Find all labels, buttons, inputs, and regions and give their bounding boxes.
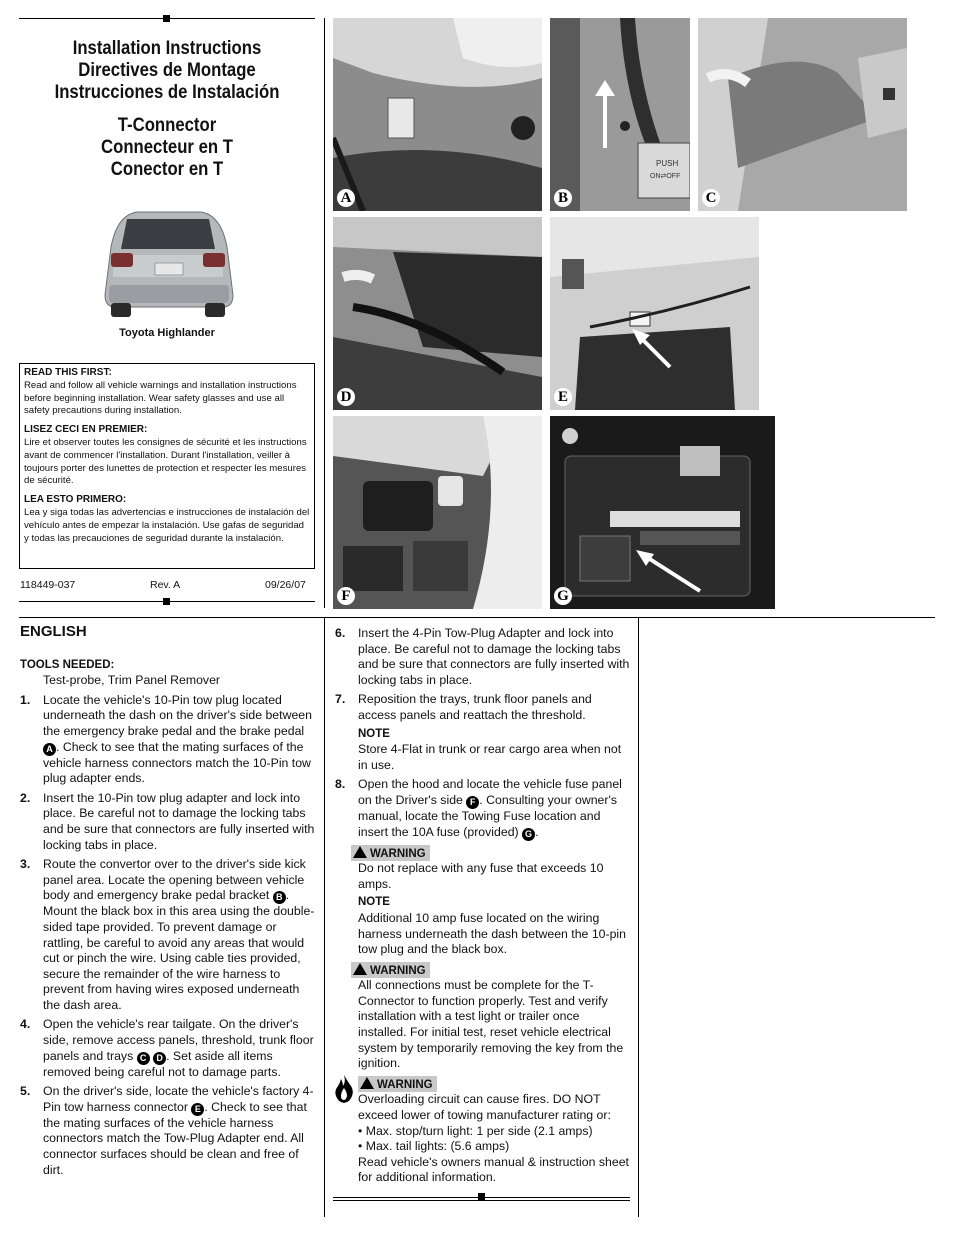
tools-heading: TOOLS NEEDED:: [20, 658, 115, 671]
photo-a: [333, 18, 542, 211]
warning-1-badge: WARNING: [351, 845, 430, 861]
read-first-box: [19, 363, 315, 569]
photo-f-label: F: [337, 587, 355, 605]
read-first-es: [24, 494, 310, 545]
revision: Rev. A: [150, 579, 181, 591]
english-column-middle: [335, 626, 630, 1190]
photo-ref-c: C: [137, 1052, 150, 1065]
product-fr: Connecteur en T: [101, 137, 233, 158]
photo-b: [550, 18, 690, 211]
step-4-number: 4.: [20, 1017, 31, 1032]
top-rule-marker: [163, 15, 170, 22]
warning-3-line-1: Overloading circuit can cause fires. DO NOT exceed lower of towing manufacturer rating or:: [358, 1092, 611, 1123]
photo-b-label: B: [554, 189, 572, 207]
step-5-number: 5.: [20, 1084, 31, 1099]
note-1-text: Store 4-Flat in trunk or rear cargo area when not in use.: [358, 742, 622, 772]
warning-3-badge: WARNING: [358, 1076, 437, 1092]
warning-1-text: Do not replace with any fuse that exceeds 10 amps.: [358, 861, 604, 891]
step-7: 7. Reposition the trays, trunk floor panels and access panels and reattach the threshold. NOTE Store 4-Flat in trunk or rear cargo area when not in use.: [335, 692, 630, 773]
warning-3: [358, 1072, 630, 1186]
step-1: 1. Locate the vehicle's 10-Pin tow plug located underneath the dash on the driver's side between the emergency brake pedal and the brake pedal A . Check to see that the mating surfaces of the vehicle harness connectors match the 10-Pin tow plug adapter ends.: [20, 692, 312, 786]
step-3-number: 3.: [20, 857, 31, 872]
read-first-en-body: Read and follow all vehicle warnings and installation instructions before beginning installation. Wear safety glasses and use all safety precautions during installation.: [24, 379, 297, 417]
push-label: PUSH: [656, 159, 679, 168]
english-section-heading: ENGLISH: [20, 623, 87, 640]
photo-d: [333, 217, 542, 410]
column-divider-top: [324, 18, 325, 608]
product-en: T-Connector: [117, 115, 217, 136]
photo-ref-e: E: [191, 1103, 204, 1116]
step-2: 2. Insert the 10-Pin tow plug adapter and lock into place. Be careful not to damage the locking tabs and be sure that connectors are fully inserted with locking tabs in place.: [20, 790, 315, 852]
english-column-left: [20, 624, 316, 1182]
photo-a-label: A: [337, 189, 355, 207]
photo-e: [550, 217, 759, 410]
step-1-number: 1.: [20, 692, 31, 707]
on-off-label: ON⇄OFF: [650, 173, 681, 180]
photo-ref-d: D: [153, 1052, 166, 1065]
read-first-fr-heading: LISEZ CECI EN PREMIER:: [24, 424, 148, 436]
tools-list: Test-probe, Trim Panel Remover: [43, 673, 221, 688]
column-divider-bottom: [324, 617, 325, 1217]
photo-c-label: C: [702, 189, 720, 207]
fire-icon: [334, 1074, 354, 1104]
column-divider-right: [638, 617, 639, 1217]
warning-triangle-icon: [353, 963, 367, 975]
photo-ref-b: B: [273, 891, 286, 904]
step-6-number: 6.: [335, 626, 346, 640]
read-first-es-body: Lea y siga todas las advertencias e instrucciones de instalación del vehículo antes de empezar la instalación. Use gafas de seguridad y todas las precauciones de seguridad durante la instalación.: [24, 506, 310, 544]
title-es: Instrucciones de Instalación: [54, 82, 280, 103]
warning-2: [351, 958, 630, 979]
photo-ref-a: A: [43, 743, 56, 756]
warning-2-badge: WARNING: [351, 962, 430, 978]
product-titles: [18, 115, 316, 181]
warning-3-line-2: • Max. stop/turn light: 1 per side (2.1 amps): [358, 1123, 593, 1138]
step-5: 5. On the driver's side, locate the vehicle's factory 4-Pin tow harness connector E . Check to see that the mating surfaces of the vehicle harness connectors match the Tow-Plug Adapter end. All connector surfaces should be clean and free of dirt.: [20, 1084, 314, 1177]
note-2-text: Additional 10 amp fuse located on the wiring harness underneath the dash between the 10-pin tow plug and the black box.: [358, 910, 626, 957]
part-number: 118449-037: [20, 579, 76, 591]
photo-c: [698, 18, 907, 211]
left-bottom-marker: [163, 598, 170, 605]
photo-g-label: G: [554, 587, 572, 605]
photo-g: [550, 416, 775, 609]
doc-date: 09/26/07: [265, 579, 306, 591]
step-3: 3. Route the convertor over to the driver's side kick panel area. Locate the opening between vehicle body and emergency brake pedal bracket B . Mount the black box in this area using the double-sided tape provided. To prevent damage or rattling, be careful to avoid any areas that would cut or pinch the wire. Using cable ties provided, secure the remainder of the wire harness to prevent from having wires exposed underneath the dash area.: [20, 857, 315, 1012]
read-first-fr-body: Lire et observer toutes les consignes de sécurité et les instructions avant de commencer l'installation. Durant l'installation, veiller à toujours porter des lunettes de protection et respecter les mesures de sécurité.: [24, 436, 307, 487]
middle-bottom-marker: [478, 1193, 485, 1200]
note-1-heading: NOTE: [358, 727, 390, 740]
warning-triangle-icon: [360, 1077, 374, 1089]
read-first-es-heading: LEA ESTO PRIMERO:: [24, 494, 127, 506]
warning-triangle-icon: [353, 846, 367, 858]
step-7-number: 7.: [335, 692, 346, 707]
warning-3-line-4: Read vehicle's owners manual & instruction sheet for additional information.: [358, 1154, 629, 1185]
read-first-fr: [24, 424, 310, 488]
title-en: Installation Instructions: [72, 38, 262, 59]
warning-1: [351, 841, 630, 862]
step-8: 8. Open the hood and locate the vehicle fuse panel on the Driver's side F . Consulting your owner's manual, locate the Towing Fuse location and insert the 10A fuse (provided) G . WARNING Do not replace with any fuse that exceeds 10 amps. NOTE Additional 10 amp fuse located on the wiring harness underneath the dash between the 10-pin tow plug and the black box. WARNING All connections must be complete for the T-Connector to function properly. Test and verify installation with a test light or trailer once installed. For initial test, reset vehicle electrical system by temporarily removing the key from the ignition. WARNING Overloading circuit can cause fires. DO NOT exceed lower of towing manufacturer rating or: • Max. stop/turn light: 1 per side (2.1 amps) • Max. tail lights: (5.6 amps) Read vehicle's owners manual & instruction sheet for additional information.: [335, 777, 629, 1185]
title-fr: Directives de Montage: [78, 60, 256, 81]
installation-titles: [18, 38, 316, 104]
vehicle-caption: Toyota Highlander: [119, 327, 215, 339]
photo-ref-g: G: [522, 828, 535, 841]
step-8-number: 8.: [335, 777, 346, 792]
photo-e-label: E: [554, 388, 572, 406]
vehicle-photo: [97, 207, 239, 320]
note-2-heading: NOTE: [358, 896, 390, 909]
photo-d-label: D: [337, 388, 355, 406]
photo-f: [333, 416, 542, 609]
middle-bottom-rule-2: [333, 1200, 630, 1201]
step-4: 4. Open the vehicle's rear tailgate. On the driver's side, remove access panels, threshold, trunk floor panels and trays C D . Set aside all items removed being careful not to damage parts.: [20, 1017, 314, 1079]
mid-rule: [19, 617, 935, 618]
warning-3-line-3: • Max. tail lights: (5.6 amps): [358, 1139, 510, 1154]
read-first-en-heading: READ THIS FIRST:: [24, 367, 112, 378]
step-2-number: 2.: [20, 790, 31, 805]
read-first-en: [24, 367, 310, 418]
step-6: 6. Insert the 4-Pin Tow-Plug Adapter and lock into place. Be careful not to damage the locking tabs and be sure that connectors are fully inserted with locking tabs in place.: [335, 626, 630, 687]
product-es: Conector en T: [110, 159, 224, 180]
warning-2-text: All connections must be complete for the T-Connector to function properly. Test and verify installation with a test light or trailer once installed. For initial test, reset vehicle electrical system by temporarily removing the key from the ignition.: [358, 978, 624, 1071]
photo-ref-f: F: [466, 796, 479, 809]
